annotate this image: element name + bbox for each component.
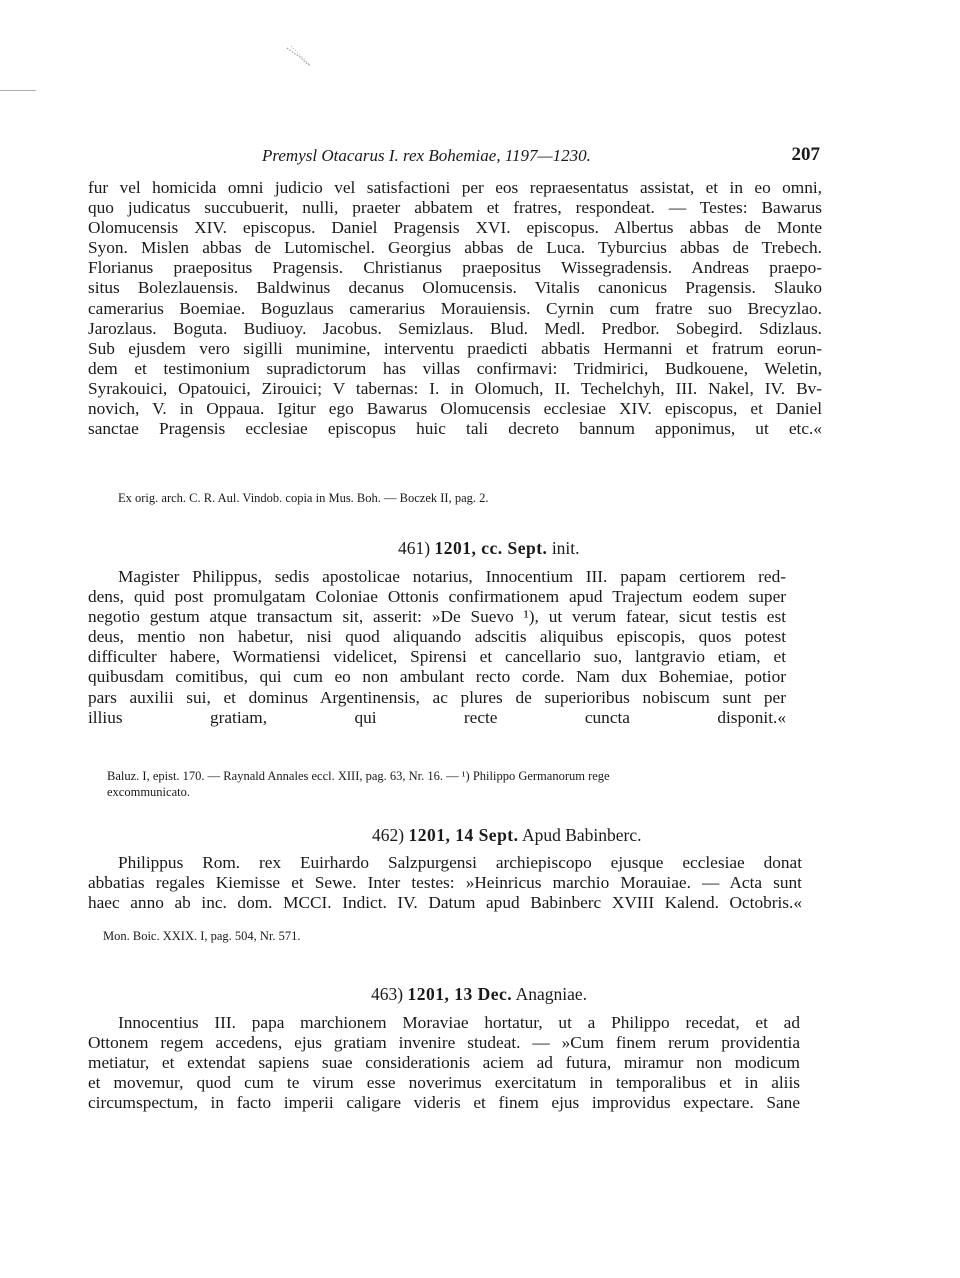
text-line: illius gratiam, qui recte cuncta disponit.« bbox=[88, 707, 786, 727]
text-line: Innocentius III. papa marchionem Moraviae hortatur, ut a Philippo recedat, et ad bbox=[118, 1013, 800, 1032]
source-note: Mon. Boic. XXIX. I, pag. 504, Nr. 571. bbox=[103, 929, 301, 943]
entry-text bbox=[88, 567, 786, 728]
text-line: quibusdam comitibus, qui cum eo non ambulant recto corde. Nam dux Bohemiae, potior bbox=[88, 667, 786, 687]
page-number: 207 bbox=[791, 144, 820, 165]
text-line: situs Bolezlauensis. Baldwinus decanus Olomucensis. Vitalis canonicus Pragensis. Slauko bbox=[88, 278, 822, 298]
entry-text bbox=[88, 1013, 800, 1113]
entry-date: 1201, 14 Sept. bbox=[408, 825, 519, 845]
text-line: negotio gestum atque transactum sit, asserit: »De Suevo ¹), ut verum fatear, sicut testis est bbox=[88, 607, 786, 627]
text-line: Olomucensis XIV. episcopus. Daniel Pragensis XVI. episcopus. Albertus abbas de Monte bbox=[88, 218, 822, 238]
entry-date: 1201, 13 Dec. bbox=[407, 984, 513, 1004]
entry-number: 462) bbox=[372, 825, 405, 845]
text-line: circumspectum, in facto imperii caligare videris et finem ejus improvidus expectare. Sane bbox=[88, 1093, 800, 1113]
text-line: Philippus Rom. rex Euirhardo Salzpurgensi archiepiscopo ejusque ecclesiae donat bbox=[118, 853, 802, 872]
entry-heading bbox=[372, 825, 642, 846]
text-line: camerarius Boemiae. Boguzlaus camerarius Morauiensis. Cyrnin cum fratre suo Brecyzlao. bbox=[88, 298, 822, 318]
text-line: Florianus praepositus Pragensis. Christianus praepositus Wissegradensis. Andreas praepo- bbox=[88, 258, 822, 278]
note-line: Baluz. I, epist. 170. — Raynald Annales eccl. XIII, pag. 63, Nr. 16. — ¹) Philippo Germanorum rege bbox=[107, 769, 610, 783]
entry-number: 463) bbox=[371, 984, 404, 1004]
text-line: dem et testimonium supradictorum has villas confirmavi: Tridmirici, Budkouene, Weletin, bbox=[88, 358, 822, 378]
text-line: et movemur, quod cum te virum esse noverimus exercitatum in temporalibus et in aliis bbox=[88, 1073, 800, 1093]
text-line: dens, quid post promulgatam Coloniae Ottonis confirmationem apud Trajectum eodem super bbox=[88, 587, 786, 607]
text-line: Syon. Mislen abbas de Lutomischel. Georgius abbas de Luca. Tyburcius abbas de Trebech. bbox=[88, 238, 822, 258]
source-note: Ex orig. arch. C. R. Aul. Vindob. copia in Mus. Boh. — Boczek II, pag. 2. bbox=[118, 491, 489, 505]
source-note bbox=[107, 768, 610, 800]
entry-date: 1201, cc. Sept. bbox=[434, 538, 548, 558]
paper-speck-mark bbox=[285, 44, 315, 70]
entry-place: Anagniae. bbox=[515, 984, 587, 1004]
scan-edge-mark bbox=[0, 90, 36, 91]
entry-heading bbox=[371, 984, 587, 1005]
text-line: pars auxilii sui, et dominus Argentinensis, ac plures de superioribus nobiscum sunt per bbox=[88, 687, 786, 707]
text-line: quo judicatus succubuerit, nulli, praeter abbatem et fratres, respondeat. — Testes: Bawarus bbox=[88, 198, 822, 218]
entry-heading bbox=[398, 538, 580, 559]
continued-document-text bbox=[88, 178, 822, 439]
text-line: Jarozlaus. Boguta. Budiuoy. Jacobus. Semizlaus. Blud. Medl. Predbor. Sobegird. Sdizlaus. bbox=[88, 318, 822, 338]
running-title: Premysl Otacarus I. rex Bohemiae, 1197—1230. bbox=[262, 146, 591, 165]
entry-place: Apud Babinberc. bbox=[521, 825, 642, 845]
text-line: difficulter habere, Wormatiensi videlicet, Spirensi et cancellario suo, lantgravio etiam, et bbox=[88, 647, 786, 667]
entry-place: init. bbox=[551, 538, 580, 558]
text-line: Ottonem regem accedens, ejus gratiam invenire studeat. — »Cum finem rerum providentia bbox=[88, 1033, 800, 1053]
text-line: fur vel homicida omni judicio vel satisfactioni per eos repraesentatus assistat, et in eo omni, bbox=[88, 178, 822, 197]
text-line: sanctae Pragensis ecclesiae episcopus huic tali decreto bannum apponimus, ut etc.« bbox=[88, 419, 822, 439]
text-line: Syrakouici, Opatouici, Zirouici; V tabernas: I. in Olomuch, II. Techelchyh, III. Nakel, IV. Bv- bbox=[88, 378, 822, 398]
note-line: excommunicato. bbox=[107, 785, 190, 799]
text-line: haec anno ab inc. dom. MCCI. Indict. IV. Datum apud Babinberc XVIII Kalend. Octobris.« bbox=[88, 893, 802, 913]
text-line: metiatur, et extendat sapiens suae considerationis aciem ad futura, miramur non modicum bbox=[88, 1053, 800, 1073]
text-line: Magister Philippus, sedis apostolicae notarius, Innocentium III. papam certiorem red- bbox=[118, 567, 786, 586]
entry-text bbox=[88, 853, 802, 913]
text-line: abbatias regales Kiemisse et Sewe. Inter testes: »Heinricus marchio Morauiae. — Acta sunt bbox=[88, 873, 802, 893]
entry-number: 461) bbox=[398, 538, 431, 558]
text-line: Sub ejusdem vero sigilli munimine, interventu praedicti abbatis Hermanni et fratrum eorun- bbox=[88, 338, 822, 358]
text-line: deus, mentio non habetur, nisi quod aliquando adscitis aliquibus episcopis, quos potest bbox=[88, 627, 786, 647]
text-line: novich, V. in Oppaua. Igitur ego Bawarus Olomucensis ecclesiae XIV. episcopus, et Daniel bbox=[88, 399, 822, 419]
